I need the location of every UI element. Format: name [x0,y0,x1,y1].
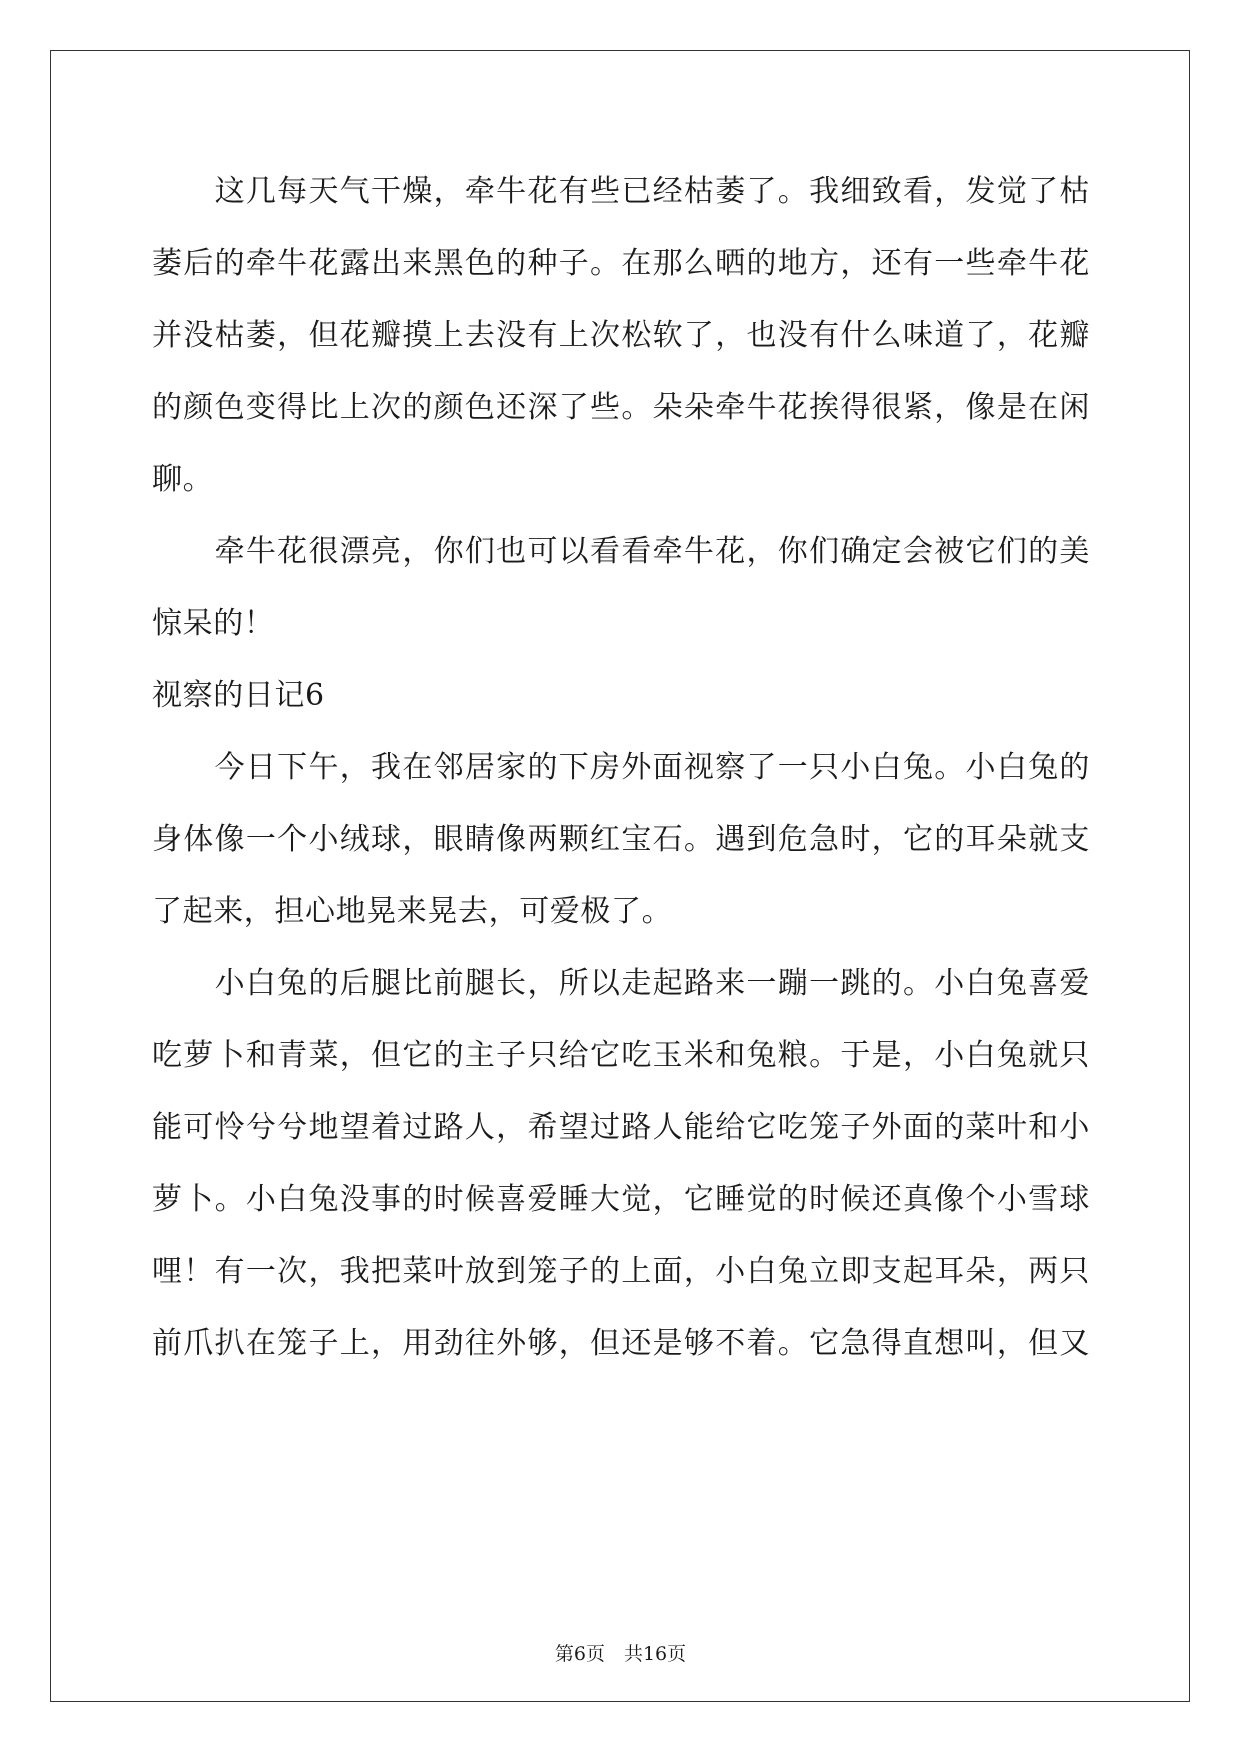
section-heading: 视察的日记6 [152,678,325,713]
text-line: 能可怜兮兮地望着过路人，希望过路人能给它吃笼子外面的菜叶和小 [152,1110,1090,1145]
text-line: 小白兔的后腿比前腿长，所以走起路来一蹦一跳的。小白兔喜爱 [152,966,1090,1001]
text-line: 身体像一个小绒球，眼睛像两颗红宝石。遇到危急时，它的耳朵就支 [152,822,1090,857]
text-line: 这几每天气干燥，牵牛花有些已经枯萎了。我细致看，发觉了枯 [152,174,1090,209]
page-border [50,50,1190,1702]
text-line: 牵牛花很漂亮，你们也可以看看牵牛花，你们确定会被它们的美 [152,534,1090,569]
text-line: 的颜色变得比上次的颜色还深了些。朵朵牵牛花挨得很紧，像是在闲 [152,390,1090,425]
text-line: 萝卜。小白兔没事的时候喜爱睡大觉，它睡觉的时候还真像个小雪球 [152,1182,1090,1217]
text-line: 了起来，担心地晃来晃去，可爱极了。 [152,894,673,929]
text-line: 萎后的牵牛花露出来黑色的种子。在那么晒的地方，还有一些牵牛花 [152,246,1090,281]
text-line: 惊呆的！ [152,606,275,641]
text-line: 哩！有一次，我把菜叶放到笼子的上面，小白兔立即支起耳朵，两只 [152,1254,1090,1289]
text-line: 今日下午，我在邻居家的下房外面视察了一只小白兔。小白兔的 [152,750,1090,785]
page-number: 第6页 共16页 [554,1643,687,1665]
text-line: 并没枯萎，但花瓣摸上去没有上次松软了，也没有什么味道了，花瓣 [152,318,1090,353]
text-line: 前爪扒在笼子上，用劲往外够，但还是够不着。它急得直想叫，但又 [152,1326,1090,1361]
text-line: 吃萝卜和青菜，但它的主子只给它吃玉米和兔粮。于是，小白兔就只 [152,1038,1090,1073]
text-line: 聊。 [152,462,214,497]
